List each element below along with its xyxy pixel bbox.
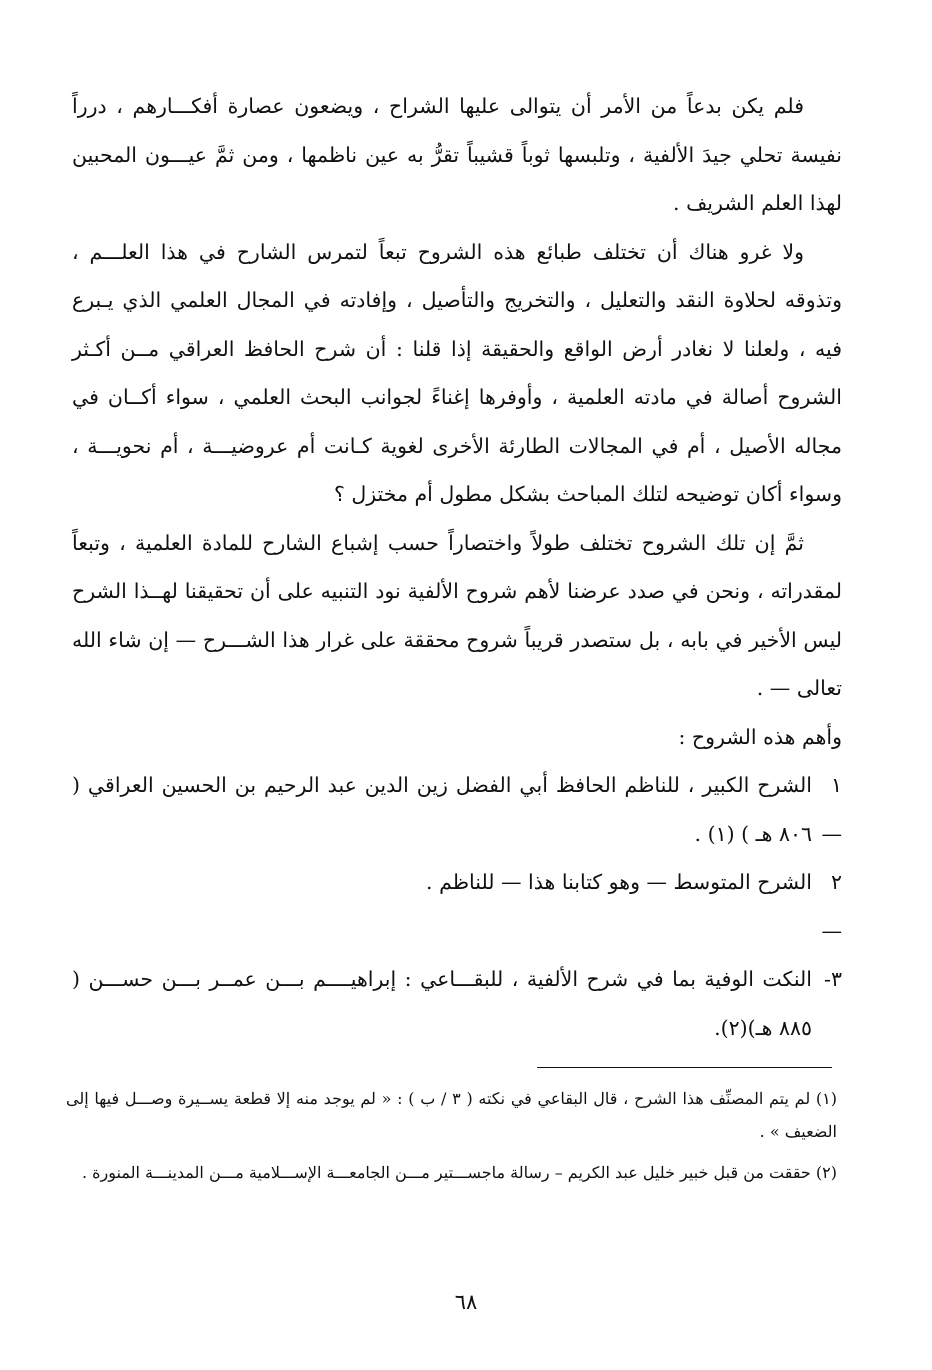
paragraph-1: فلم يكن بدعاً من الأمر أن يتوالى عليها الشراح ، ويضعون عصارة أفكـــارهم ، درراً نفيسة تحلي جيدَ الألفية ، وتلبسها ثوباً قشيباً تقرُّ به عين ناظمها ، ومن ثمَّ عيـــون المحبين لهذا العلم الشريف . — [72, 94, 842, 215]
list-item-2 — [72, 858, 842, 955]
list-item-text: الشرح الكبير ، للناظم الحافظ أبي الفضل زين الدين عبد الرحيم بن الحسين العراقي ( ٨٠٦ هـ ) (١) . — [72, 773, 812, 846]
body-text — [72, 82, 842, 1052]
list-item-text: النكت الوفية بما في شرح الألفية ، للبقـــاعي : إبراهيــــم بـــن عمــر بـــن حســـن ( ٨٨٥ هـ)(٢). — [72, 967, 812, 1040]
list-item-1 — [72, 761, 842, 858]
list-item-number: ٣- — [824, 967, 842, 991]
list-item-number: ١ — — [821, 773, 842, 846]
paragraph-3: ثمَّ إن تلك الشروح تختلف طولاً واختصاراً حسب إشباع الشارح للمادة العلمية ، وتبعاً لمقدراته ، ونحن في صدد عرضنا لأهم شروح الألفية نود التنبيه على أن تحقيقنا لهــذا الشرح ليس الأخير في بابه ، بل ستصدر قريباً شروح محققة على غرار هذا الشـــرح — إن شاء الله تعالى — . — [72, 530, 842, 700]
list-item-number: ٢ — — [821, 870, 842, 943]
footnotes — [66, 1082, 837, 1197]
list-item-text: الشرح المتوسط — وهو كتابنا هذا — للناظم . — [426, 870, 812, 894]
footnote-divider — [537, 1067, 832, 1068]
page-number: ٦٨ — [454, 1290, 478, 1314]
list-item-3 — [72, 955, 842, 1052]
footnote-1: (١) لم يتم المصنِّف هذا الشرح ، قال البقاعي في نكته ( ٣ / ب ) : « لم يوجد منه إلا قطعة يســيرة وصـــل فيها إلى الضعيف » . — [66, 1089, 837, 1141]
footnote-2: (٢) حققت من قبل خبير خليل عبد الكريم – رسالة ماجســـتير مـــن الجامعـــة الإســـلامية مـــن المدينـــة المنورة . — [81, 1163, 837, 1182]
list-heading: وأهم هذه الشروح : — [678, 724, 842, 749]
paragraph-2: ولا غرو هناك أن تختلف طبائع هذه الشروح تبعاً لتمرس الشارح في هذا العلـــم ، وتذوقه لحلاوة النقد والتعليل ، والتخريج والتأصيل ، وإفادته في المجال العلمي الذي يـبرع فيه ، ولعلنا لا نغادر أرض الواقع والحقيقة إذا قلنا : أن شرح الحافظ العراقي مــن أكـثر الشروح أصالة في مادته العلمية ، وأوفرها إغناءً لجوانب البحث العلمي ، سواء أكــان في مجاله الأصيل ، أم في المجالات الطارئة الأخرى لغوية كـانت أم عروضيـــة ، أم نحويـــة ، وسواء أكان توضيحه لتلك المباحث بشكل مطول أم مختزل ؟ — [72, 239, 842, 506]
